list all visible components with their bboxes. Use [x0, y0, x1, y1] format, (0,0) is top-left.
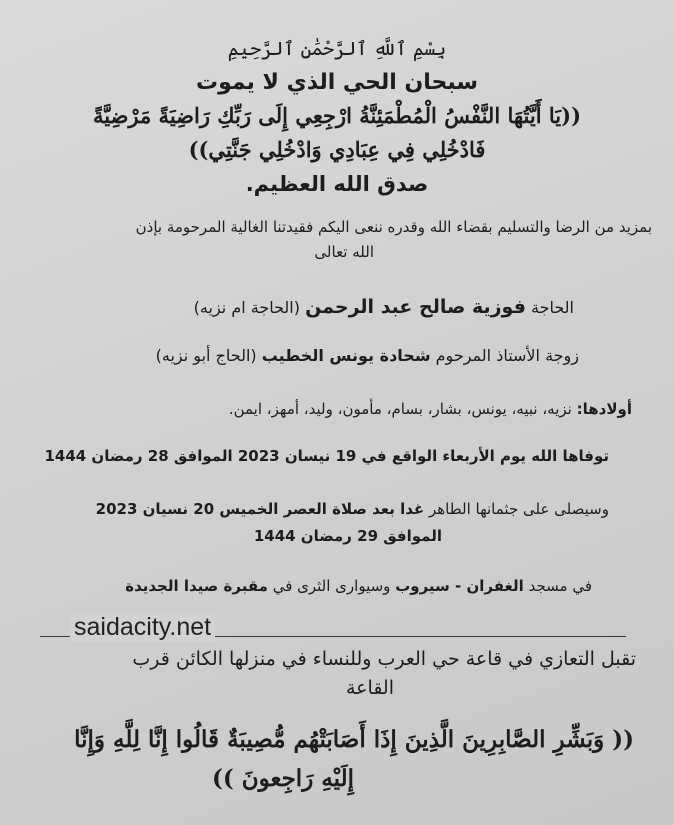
- sadaq-allah: صدق الله العظيم.: [245, 172, 429, 196]
- deceased-name-line: [194, 296, 574, 318]
- husband-nickname: (الحاج أبو نزيه): [155, 346, 257, 365]
- condolences-line-1: تقبل التعازي في قاعة حي العرب وللنساء في منزلها الكائن قرب: [132, 648, 636, 670]
- prayer-text: وسيصلى على جثمانها الطاهر: [428, 500, 609, 518]
- prayer-time: غدا بعد صلاة العصر الخميس 20 نسيان 2023: [95, 500, 425, 518]
- basmala: بِسْمِ ٱللَّهِ ٱلرَّحْمَٰنِ ٱلرَّحِيمِ: [227, 38, 447, 60]
- husband-name: شحادة يونس الخطيب: [261, 346, 431, 365]
- children-names: نزيه، نبيه، يونس، بشار، بسام، مأمون، وليد، أمهز، ايمن.: [228, 400, 572, 418]
- husband-line: [156, 346, 579, 365]
- death-date-line: توفاها الله يوم الأربعاء الواقع في 19 نيسان 2023 الموافق 28 رمضان 1444: [44, 447, 609, 465]
- quran-verse-line-2: فَادْخُلِي فِي عِبَادِي وَادْخُلِي جَنَّتِي)): [188, 137, 486, 162]
- intro-line-1: بمزيد من الرضا والتسليم بقضاء الله وقدره ننعى اليكم فقيدتنا الغالية المرحومة بإذن: [135, 218, 652, 236]
- intro-line-2: الله تعالى: [314, 243, 374, 261]
- name-prefix: الحاجة: [531, 298, 574, 317]
- children-line: [229, 400, 632, 418]
- quran-verse-line-1: ((يَا أَيَّتُهَا النَّفْسُ الْمُطْمَئِنَّةُ ارْجِعِي إِلَى رَبِّكِ رَاضِيَةً مَرْضِيَّةً: [92, 103, 581, 128]
- husband-prefix: زوجة الأستاذ المرحوم: [435, 346, 579, 365]
- mosque-prefix: في مسجد: [528, 577, 592, 595]
- cemetery-name: مقبرة صيدا الجديدة: [125, 577, 268, 595]
- deceased-name: فوزية صالح عبد الرحمن: [305, 296, 526, 318]
- closing-verse-line-2: إِلَيْهِ رَاجِعونَ )): [211, 765, 354, 792]
- site-watermark: saidacity.net: [70, 613, 215, 642]
- mosque-name: الغفران - سيروب: [395, 577, 524, 595]
- subhan-heading: سبحان الحي الذي لا يموت: [195, 70, 479, 95]
- burial-prefix: وسيوارى الثرى في: [272, 577, 391, 595]
- funeral-prayer-line-1: [96, 500, 609, 518]
- condolences-line-2: القاعة: [346, 677, 394, 699]
- name-nickname: (الحاجة ام نزيه): [193, 298, 300, 317]
- closing-verse-line-1: (( وَبَشِّرِ الصَّابِرِينَ الَّذِينَ إِذَا أَصَابَتْهُم مُّصِيبَةٌ قَالُوا إِنَّا لِلَّهِ وَإِنَّا: [74, 726, 634, 753]
- children-label: أولادها:: [576, 400, 632, 418]
- mosque-line: [125, 577, 592, 595]
- funeral-prayer-line-2: الموافق 29 رمضان 1444: [253, 527, 442, 545]
